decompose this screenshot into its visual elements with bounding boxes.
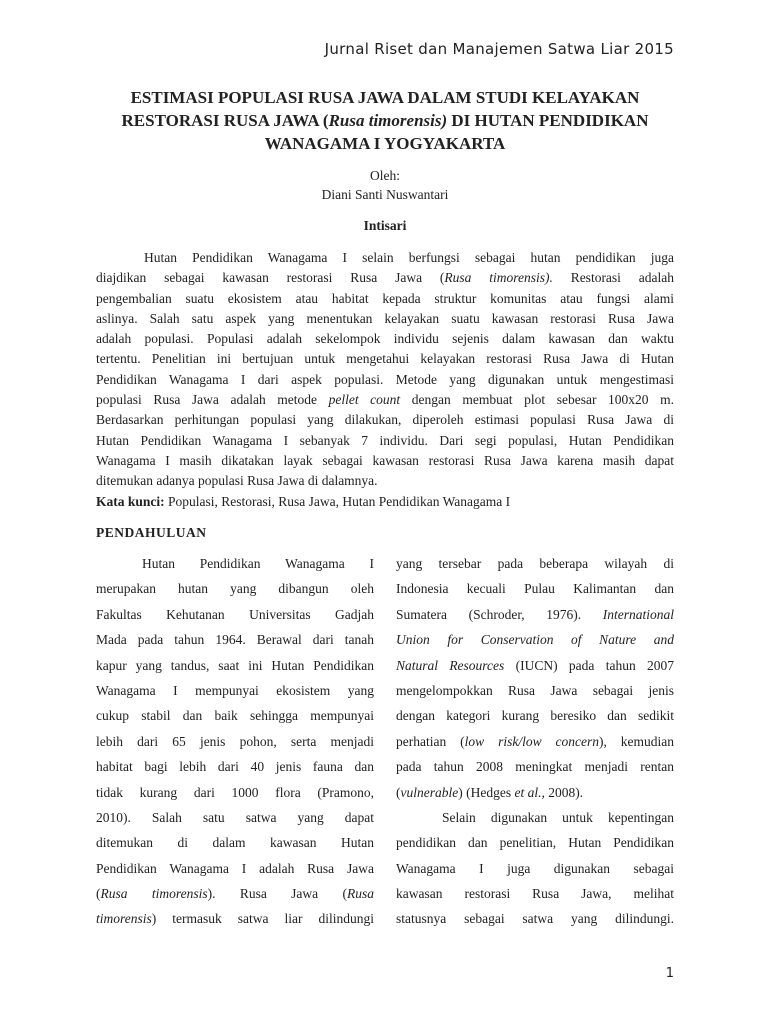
abstract-heading: Intisari [363,218,407,233]
keywords-label: Kata kunci: [96,494,165,509]
status-italic: vulnerable [400,784,459,800]
title-line-2 [96,109,674,132]
paper-title [96,86,674,155]
right-column [396,551,674,932]
column-text: ), kemudian [598,733,674,749]
column-line: Indonesia kecuali Pulau Kalimantan dan [396,581,674,597]
journal-header: Jurnal Riset dan Manajemen Satwa Liar 2015 [324,40,674,58]
column-line: Wanagama I juga digunakan sebagai [396,860,674,876]
page-number: 1 [665,966,674,981]
abstract-line: adalah populasi. Populasi adalah sekelompok individu sejenis dalam kawasan dan waktu [96,331,674,347]
column-text: perhatian ( [396,733,465,749]
abstract-line-8-tail: dengan membuat plot sebesar 100x20 m. [400,392,674,408]
column-text: ). Rusa Jawa ( [207,886,347,902]
column-text: (IUCN) pada tahun 2007 [504,657,674,673]
abstract-line: Berdasarkan perhitungan populasi yang dilakukan, diperoleh estimasi populasi Rusa Jawa di [96,412,674,428]
column-line [396,780,674,805]
keywords-value: Populasi, Restorasi, Rusa Jawa, Hutan Pendidikan Wanagama I [164,494,511,509]
column-line: kapur yang tandus, saat ini Hutan Pendidikan [96,657,374,673]
column-line: habitat bagi lebih dari 40 jenis fauna dan [96,759,374,775]
species-italic: Rusa timorensis [100,886,208,902]
iucn-italic: Union for Conservation of Nature and [396,632,674,648]
title-species-italic: Rusa timorensis) [328,111,448,130]
column-line: merupakan hutan yang dibangun oleh [96,581,374,597]
abstract-line [96,390,674,410]
abstract-line: Hutan Pendidikan Wanagama I sebanyak 7 individu. Dari segi populasi, Hutan Pendidikan [96,432,674,448]
author-name: Diani Santi Nuswantari [321,187,449,202]
column-line [396,653,674,678]
status-italic: low risk/low concern [464,733,599,749]
left-column [96,551,374,932]
column-line: statusnya sebagai satwa yang dilindungi. [396,911,674,927]
abstract-body [96,248,674,492]
abstract-line: tertentu. Penelitian ini bertujuan untuk mengetahui kelayakan restorasi Rusa Jawa di Hutan [96,351,674,367]
column-line: 2010). Salah satu satwa yang dapat [96,809,374,825]
column-line: ditemukan di dalam kawasan Hutan [96,835,374,851]
column-line: tidak kurang dari 1000 flora (Pramono, [96,784,374,800]
column-line [396,729,674,754]
paren-open: ( [396,784,401,800]
column-line [96,906,374,931]
section-heading: PENDAHULUAN [96,525,207,540]
column-line: dengan kategori kurang beresiko dan sedikit [396,708,674,724]
title-line-3: WANAGAMA I YOGYAKARTA [264,134,506,153]
abstract-line: pengembalian suatu ekosistem atau habitat kepada struktur komunitas atau fungsi alami [96,290,674,306]
title-line-1: ESTIMASI POPULASI RUSA JAWA DALAM STUDI KELAYAKAN [130,88,640,107]
column-line: Hutan Pendidikan Wanagama I [142,556,374,571]
citation-italic: et al., [514,784,545,800]
abstract-line: ditemukan adanya populasi Rusa Jawa di dalamnya. [96,473,378,489]
column-text: ) termasuk satwa liar dilindungi [151,911,374,927]
abstract-line: Pendidikan Wanagama I dari aspek populasi. Metode yang digunakan untuk mengestimasi [96,371,674,387]
paren-open: ( [96,886,101,902]
column-line: mengelompokkan Rusa Jawa sebagai jenis [396,682,674,698]
column-text: 2008). [544,784,584,800]
column-line [396,627,674,652]
column-line [396,602,674,627]
column-text: Sumatera (Schroder, 1976). [396,606,603,622]
column-line: Selain digunakan untuk kepentingan [442,809,674,825]
abstract-line [96,268,674,288]
abstract-method-italic: pellet count [328,392,401,408]
column-line: Wanagama I mempunyai ekosistem yang [96,682,374,698]
column-line: kawasan restorasi Rusa Jawa, melihat [396,886,674,902]
column-line [96,881,374,906]
iucn-italic: International [602,606,674,622]
column-line: cukup stabil dan baik sehingga mempunyai [96,708,374,724]
byline-oleh: Oleh: [370,168,400,183]
iucn-italic: Natural Resources [396,657,505,673]
column-text: ) (Hedges [458,784,515,800]
title-line-2-part-b: DI HUTAN PENDIDIKAN [447,111,649,130]
species-italic: Rusa [347,886,374,902]
abstract-line-8-text: populasi Rusa Jawa adalah metode [96,392,329,408]
abstract-line-2-text: diajdikan sebagai kawasan restorasi Rusa Jawa ( [96,270,445,286]
abstract-line: aslinya. Salah satu aspek yang menentukan kelayakan suatu kawasan restorasi Rusa Jawa [96,310,674,326]
column-line: Fakultas Kehutanan Universitas Gadjah [96,606,374,622]
abstract-line: Wanagama I masih dikatakan layak sebagai kawasan restorasi Rusa Jawa karena masih dapat [96,452,674,468]
column-line: lebih dari 65 jenis pohon, serta menjadi [96,733,374,749]
abstract-line: Hutan Pendidikan Wanagama I selain berfungsi sebagai hutan pendidikan juga [144,250,674,265]
column-line: pada tahun 2008 meningkat menjadi rentan [396,759,674,775]
abstract-line-2-tail: Restorasi adalah [552,270,674,286]
abstract-species-italic: Rusa timorensis). [444,270,553,286]
column-line: yang tersebar pada beberapa wilayah di [396,556,674,571]
species-italic: timorensis [96,911,152,927]
column-line: Mada pada tahun 1964. Berawal dari tanah [96,632,374,648]
title-line-2-part-a: RESTORASI RUSA JAWA ( [121,111,329,130]
keywords [96,494,674,510]
column-line: Pendidikan Wanagama I adalah Rusa Jawa [96,860,374,876]
column-line: pendidikan dan penelitian, Hutan Pendidikan [396,835,674,851]
